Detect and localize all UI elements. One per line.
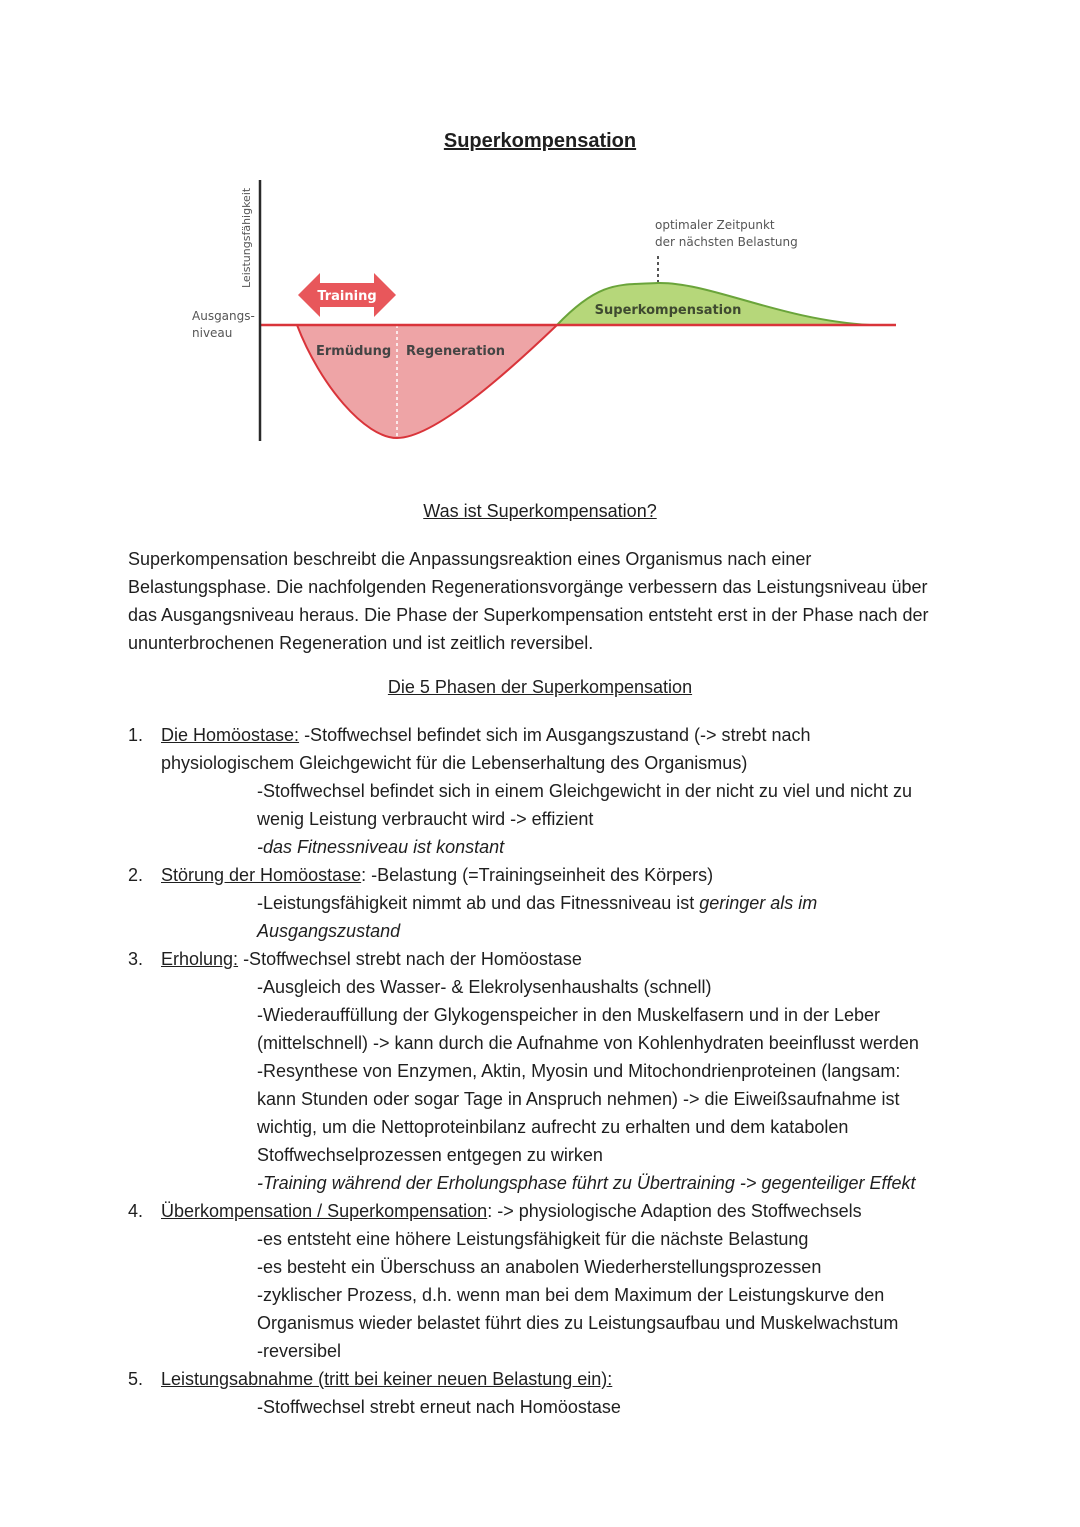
phase-detail-text: -Leistungsfähigkeit nimmt ab und das Fitnessniveau ist — [257, 893, 700, 913]
phase-item — [128, 945, 958, 973]
phase-number: 1. — [128, 725, 144, 745]
phase-intro: -Stoffwechsel befindet sich im Ausgangszustand (-> strebt nach — [299, 725, 811, 745]
phase-item — [128, 721, 958, 749]
phase-detail: Stoffwechselprozessen entgegen zu wirken — [257, 1145, 603, 1165]
phase-heading: Die Homöostase: — [161, 725, 300, 745]
intro-line: Superkompensation beschreibt die Anpassungsreaktion eines Organismus nach einer — [128, 549, 812, 569]
supercompensation-label: Superkompensation — [594, 303, 742, 318]
phase-number: 4. — [128, 1201, 144, 1221]
optimal-time-label-line2: der nächsten Belastung — [655, 235, 798, 249]
phase-detail: -es besteht ein Überschuss an anabolen Wiederherstellungsprozessen — [257, 1257, 822, 1277]
intro-line: Belastungsphase. Die nachfolgenden Regenerationsvorgänge verbessern das Leistungsniveau über — [128, 577, 928, 597]
phase-detail: -Training während der Erholungsphase führt zu Übertraining -> gegenteiliger Effekt — [257, 1173, 916, 1193]
phases-heading: Die 5 Phasen der Superkompensation — [387, 677, 693, 697]
phase-detail: -zyklischer Prozess, d.h. wenn man bei dem Maximum der Leistungskurve den — [257, 1285, 885, 1305]
phase-detail: -Wiederauffüllung der Glykogenspeicher in den Muskelfasern und in der Leber — [257, 1005, 881, 1025]
phase-detail — [128, 889, 958, 917]
phase-heading: Leistungsabnahme (tritt bei keiner neuen Belastung ein): — [161, 1369, 613, 1389]
phase-detail: -Stoffwechsel befindet sich in einem Gleichgewicht in der nicht zu viel und nicht zu — [257, 781, 913, 801]
phase-number: 5. — [128, 1369, 144, 1389]
phase-detail: kann Stunden oder sogar Tage in Anspruch nehmen) -> die Eiweißsaufnahme ist — [257, 1089, 900, 1109]
optimal-time-label-line1: optimaler Zeitpunkt — [655, 218, 775, 232]
phase-intro: : -> physiologische Adaption des Stoffwechsels — [487, 1201, 862, 1221]
phases-list — [128, 721, 958, 1421]
phase-number: 2. — [128, 865, 144, 885]
phase-detail: -reversibel — [257, 1341, 342, 1361]
y-axis-label: Leistungsfähigkeit — [240, 187, 253, 288]
phase-detail-emphasis: geringer als im — [699, 893, 818, 913]
phase-intro: : -Belastung (=Trainingseinheit des Körpers) — [361, 865, 714, 885]
baseline-label-line2: niveau — [192, 326, 233, 340]
intro-paragraph — [128, 545, 958, 657]
phase-detail: Organismus wieder belastet führt dies zu Leistungsaufbau und Muskelwachstum — [257, 1313, 899, 1333]
phase-detail: -Stoffwechsel strebt erneut nach Homöostase — [257, 1397, 621, 1417]
phase-heading: Erholung: — [161, 949, 239, 969]
phase-detail: -Ausgleich des Wasser- & Elekrolysenhaushalts (schnell) — [257, 977, 712, 997]
phase-number: 3. — [128, 949, 144, 969]
phase-detail: Ausgangszustand — [257, 921, 401, 941]
phase-detail: wenig Leistung verbraucht wird -> effizient — [257, 809, 594, 829]
regeneration-label: Regeneration — [406, 344, 506, 359]
fatigue-label: Ermüdung — [316, 344, 392, 359]
phase-detail: -es entsteht eine höhere Leistungsfähigkeit für die nächste Belastung — [257, 1229, 809, 1249]
phase-item — [128, 1197, 958, 1225]
phase-item — [128, 1365, 958, 1393]
superkompensation-diagram — [180, 170, 910, 455]
page-title: Superkompensation — [443, 130, 637, 152]
phase-heading: Störung der Homöostase — [161, 865, 362, 885]
phase-detail: (mittelschnell) -> kann durch die Aufnahme von Kohlenhydraten beeinflusst werden — [257, 1033, 919, 1053]
phase-intro: -Stoffwechsel strebt nach der Homöostase — [238, 949, 582, 969]
question-heading: Was ist Superkompensation? — [423, 501, 657, 521]
fatigue-regeneration-area — [297, 325, 557, 438]
phase-detail: -das Fitnessniveau ist konstant — [257, 837, 505, 857]
baseline-label-line1: Ausgangs- — [192, 309, 255, 323]
phase-heading: Überkompensation / Superkompensation — [161, 1201, 488, 1221]
intro-line: ununterbrochenen Regeneration und ist zeitlich reversibel. — [128, 633, 594, 653]
intro-line: das Ausgangsniveau heraus. Die Phase der Superkompensation entsteht erst in der Phase nach der — [128, 605, 929, 625]
training-label: Training — [317, 289, 377, 304]
phase-intro-continued: physiologischem Gleichgewicht für die Lebenserhaltung des Organismus) — [161, 753, 748, 773]
phase-detail: wichtig, um die Nettoproteinbilanz aufrecht zu erhalten und dem katabolen — [257, 1117, 849, 1137]
phase-detail: -Resynthese von Enzymen, Aktin, Myosin und Mitochondrienproteinen (langsam: — [257, 1061, 901, 1081]
phase-item — [128, 861, 958, 889]
